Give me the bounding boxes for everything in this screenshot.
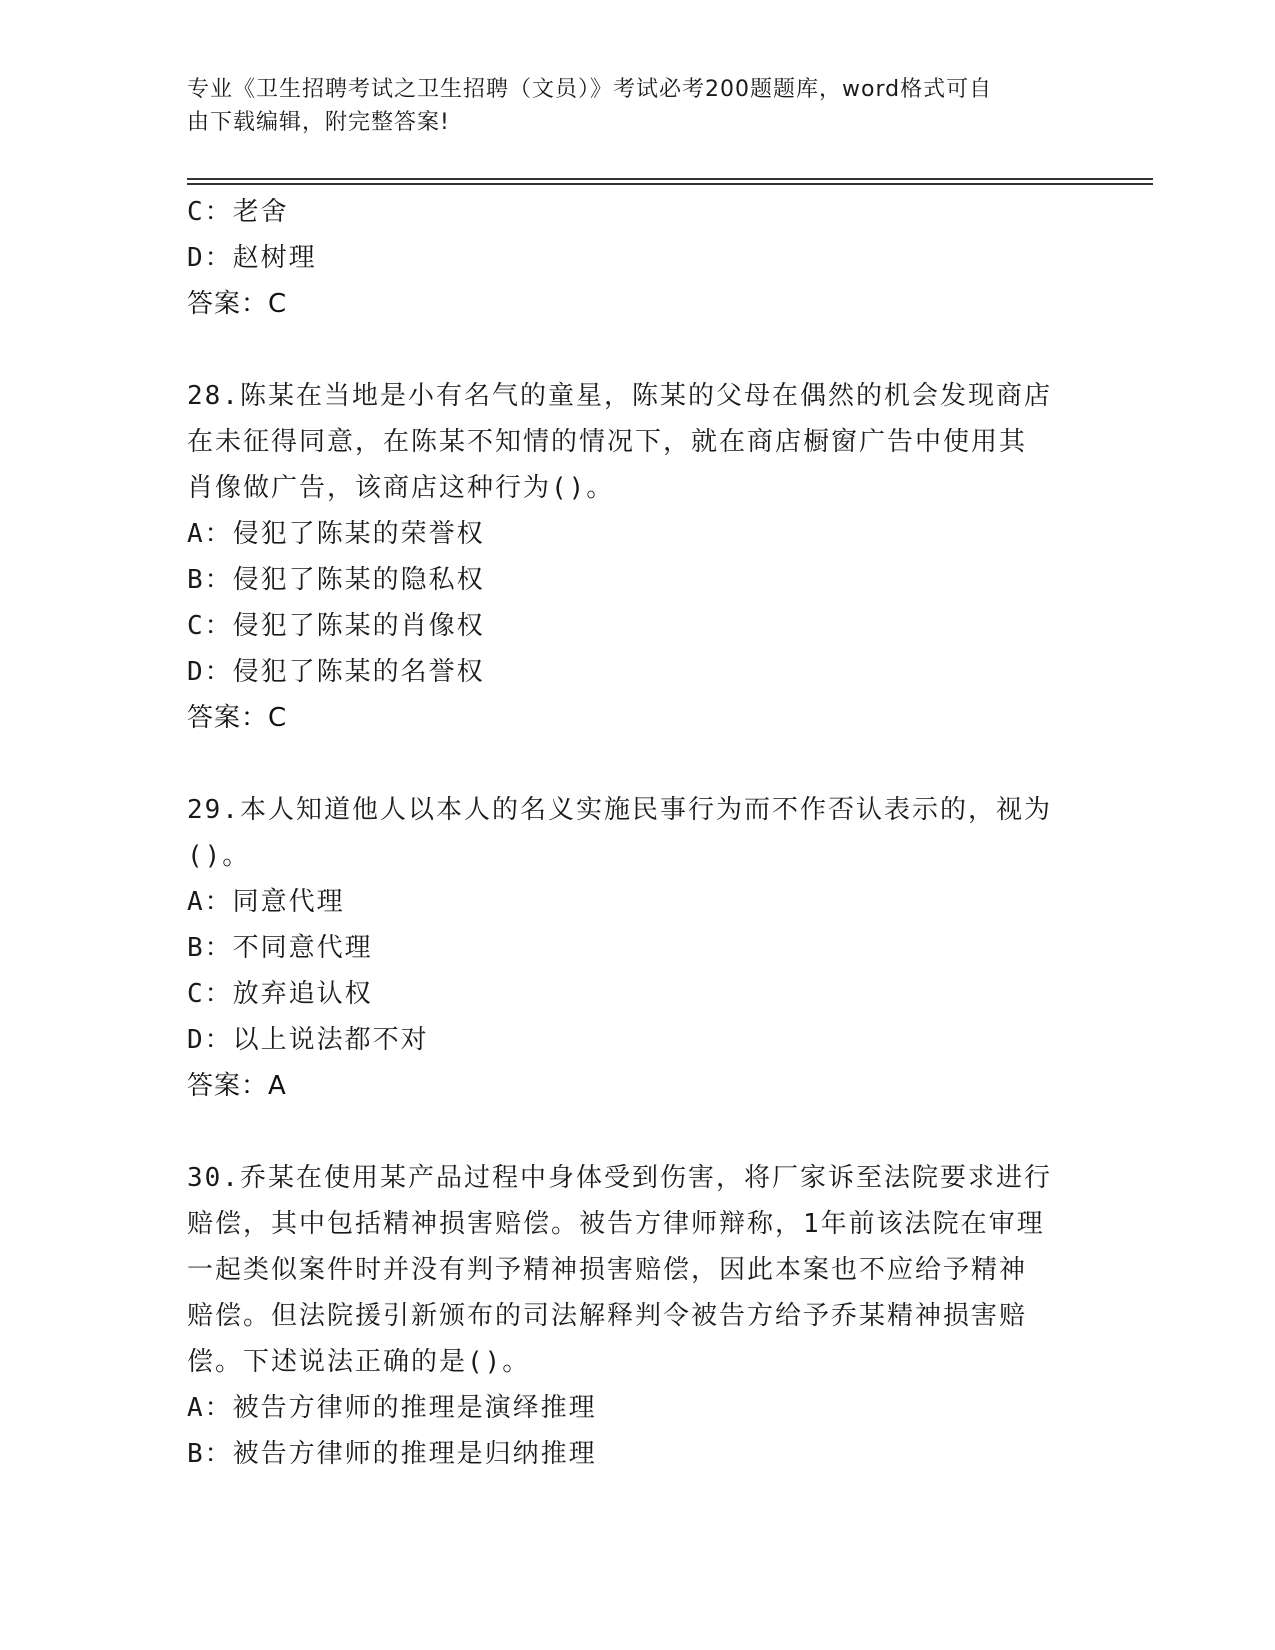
question-stem-line: 偿。下述说法正确的是()。 <box>187 1347 531 1377</box>
question-stem-line: 29.本人知道他人以本人的名义实施民事行为而不作否认表示的，视为 <box>187 795 1052 825</box>
question-30 <box>187 1155 1087 1477</box>
question-27-tail <box>187 189 1087 327</box>
option-c: C：侵犯了陈某的肖像权 <box>187 611 485 641</box>
answer-line: 答案：C <box>187 703 288 733</box>
question-stem-line: ()。 <box>187 841 251 871</box>
header-divider-top <box>187 178 1153 180</box>
option-c: C：放弃追认权 <box>187 979 373 1009</box>
document-header <box>187 73 1067 139</box>
option-d: D：以上说法都不对 <box>187 1025 429 1055</box>
question-stem-line: 一起类似案件时并没有判予精神损害赔偿，因此本案也不应给予精神 <box>187 1255 1028 1285</box>
question-list <box>187 189 1087 1477</box>
option-b: B：侵犯了陈某的隐私权 <box>187 565 485 595</box>
option-d: D：侵犯了陈某的名誉权 <box>187 657 485 687</box>
header-line-2: 由下载编辑，附完整答案! <box>187 110 450 135</box>
option-c: C：老舍 <box>187 197 289 227</box>
option-b: B：不同意代理 <box>187 933 373 963</box>
answer-line: 答案：A <box>187 1071 287 1101</box>
question-stem-line: 赔偿，其中包括精神损害赔偿。被告方律师辩称，1年前该法院在审理 <box>187 1209 1045 1239</box>
question-29 <box>187 787 1087 1109</box>
header-divider-bottom <box>187 183 1153 185</box>
question-28 <box>187 373 1087 741</box>
question-stem-line: 赔偿。但法院援引新颁布的司法解释判令被告方给予乔某精神损害赔 <box>187 1301 1028 1331</box>
question-stem-line: 28.陈某在当地是小有名气的童星，陈某的父母在偶然的机会发现商店 <box>187 381 1052 411</box>
option-a: A：同意代理 <box>187 887 345 917</box>
spacer <box>187 327 1087 373</box>
answer-line: 答案：C <box>187 289 288 319</box>
question-stem-line: 在未征得同意，在陈某不知情的情况下，就在商店橱窗广告中使用其 <box>187 427 1028 457</box>
option-a: A：侵犯了陈某的荣誉权 <box>187 519 485 549</box>
spacer <box>187 1109 1087 1155</box>
option-d: D：赵树理 <box>187 243 317 273</box>
question-stem-line: 30.乔某在使用某产品过程中身体受到伤害，将厂家诉至法院要求进行 <box>187 1163 1052 1193</box>
header-line-1: 专业《卫生招聘考试之卫生招聘（文员）》考试必考200题题库，word格式可自 <box>187 77 993 102</box>
question-stem-line: 肖像做广告，该商店这种行为()。 <box>187 473 615 503</box>
option-a: A：被告方律师的推理是演绎推理 <box>187 1393 597 1423</box>
option-b: B：被告方律师的推理是归纳推理 <box>187 1439 597 1469</box>
spacer <box>187 741 1087 787</box>
